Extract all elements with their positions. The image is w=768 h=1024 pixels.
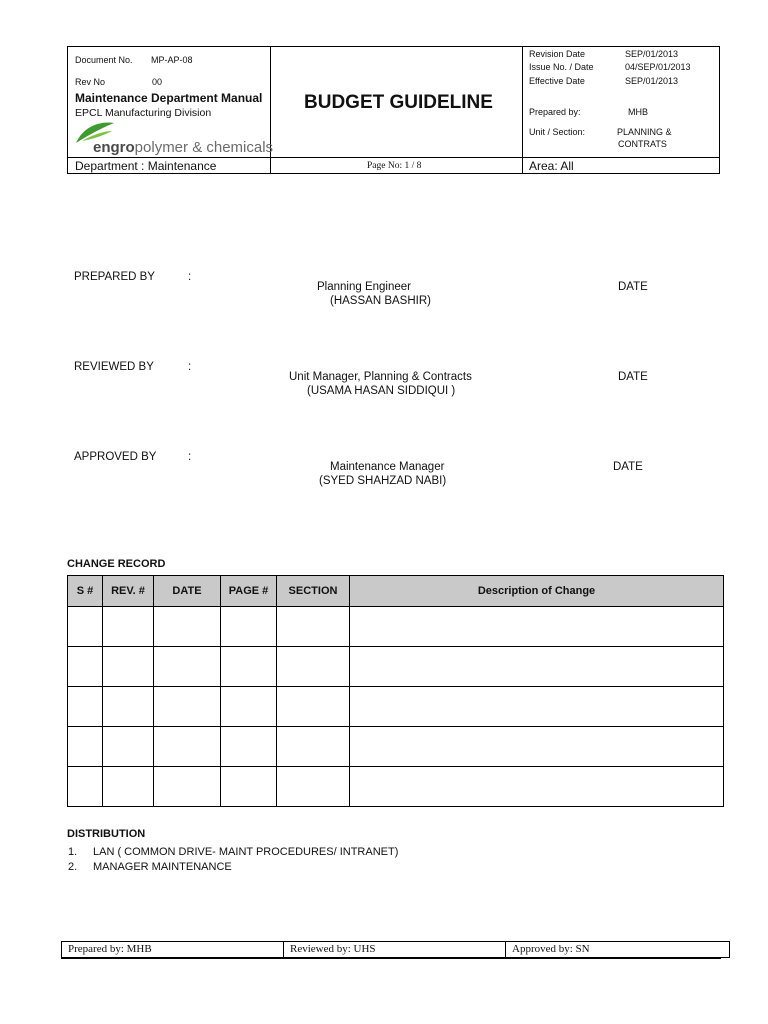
doc-no-value: MP-AP-08 [151, 55, 193, 65]
prepared-by-label: Prepared by: [529, 107, 581, 117]
issue-no-label: Issue No. / Date [529, 62, 594, 72]
issue-no-value: 04/SEP/01/2013 [625, 62, 691, 72]
company-logo-text: engropolymer & chemicals [93, 139, 274, 156]
table-row [68, 727, 724, 767]
change-record-table [67, 575, 724, 807]
reviewed-by-date: DATE [618, 371, 648, 383]
effective-date-value: SEP/01/2013 [625, 76, 679, 86]
col-header-section: SECTION [277, 576, 350, 607]
table-row [68, 607, 724, 647]
effective-date-label: Effective Date [529, 76, 585, 86]
distribution-item-num: 1. [68, 846, 78, 858]
distribution-title: DISTRIBUTION [67, 828, 146, 840]
reviewed-by-colon: : [188, 361, 192, 373]
prepared-by-date: DATE [618, 281, 648, 293]
distribution-item: MANAGER MAINTENANCE [93, 861, 232, 873]
footer-reviewed-by: Reviewed by: UHS [284, 942, 506, 957]
manual-title: Maintenance Department Manual [75, 91, 263, 105]
department-label: Department : Maintenance [75, 159, 217, 173]
rev-no-label: Rev No [75, 77, 106, 87]
approved-by-role: Maintenance Manager [330, 461, 445, 473]
area-label: Area: All [529, 159, 574, 173]
prepared-by-name: (HASSAN BASHIR) [330, 295, 431, 307]
approved-by-date: DATE [613, 461, 643, 473]
table-row [68, 647, 724, 687]
unit-section-label: Unit / Section: [529, 127, 586, 137]
unit-section-value-line2: CONTRATS [618, 139, 667, 149]
division-name: EPCL Manufacturing Division [75, 107, 212, 119]
col-header-rev: REV. # [103, 576, 154, 607]
reviewed-by-heading: REVIEWED BY [74, 361, 154, 373]
col-header-s-no: S # [68, 576, 103, 607]
footer-prepared-by: Prepared by: MHB [62, 942, 284, 957]
col-header-page: PAGE # [221, 576, 277, 607]
footer-approved-by: Approved by: SN [512, 943, 590, 955]
doc-no-label: Document No. [75, 55, 133, 65]
col-header-description: Description of Change [350, 576, 724, 607]
footer-signoff [61, 941, 730, 958]
prepared-by-value: MHB [628, 107, 648, 117]
approved-by-name: (SYED SHAHZAD NABI) [319, 475, 447, 487]
page-number: Page No: 1 / 8 [367, 161, 422, 171]
reviewed-by-role: Unit Manager, Planning & Contracts [289, 371, 472, 383]
prepared-by-heading: PREPARED BY [74, 271, 155, 283]
distribution-item: LAN ( COMMON DRIVE- MAINT PROCEDURES/ INTRANET) [93, 846, 399, 858]
footer-divider [61, 958, 721, 959]
revision-date-label: Revision Date [529, 49, 586, 59]
prepared-by-colon: : [188, 271, 192, 283]
revision-date-value: SEP/01/2013 [625, 49, 679, 59]
rev-no-value: 00 [152, 77, 163, 87]
approved-by-heading: APPROVED BY [74, 451, 157, 463]
table-row [68, 687, 724, 727]
prepared-by-role: Planning Engineer [317, 281, 411, 293]
distribution-item-num: 2. [68, 861, 78, 873]
table-header-row [68, 576, 724, 607]
table-row [68, 767, 724, 807]
approved-by-colon: : [188, 451, 192, 463]
document-header [67, 46, 720, 174]
reviewed-by-name: (USAMA HASAN SIDDIQUI ) [307, 385, 456, 397]
unit-section-value-line1: PLANNING & [617, 127, 672, 137]
change-record-title: CHANGE RECORD [67, 558, 166, 570]
col-header-date: DATE [154, 576, 221, 607]
document-title: BUDGET GUIDELINE [304, 92, 493, 113]
